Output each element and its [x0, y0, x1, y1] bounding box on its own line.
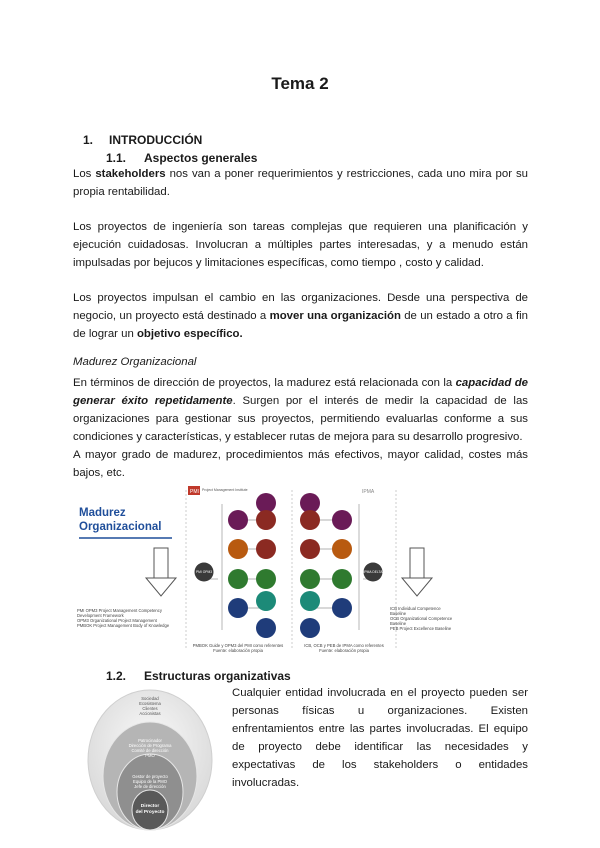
section-label: INTRODUCCIÓN [109, 133, 203, 147]
madurez-heading: Madurez Organizacional [73, 356, 197, 368]
node [332, 598, 352, 618]
bold-italic-term: capacidad de generar éxito repetidamente [73, 377, 528, 407]
caption-line: Baseline [390, 621, 407, 626]
caption-line: ICB Individual Competence [390, 606, 441, 611]
node [256, 618, 276, 638]
ring-label: Equipo de la PMO [133, 779, 167, 784]
node [256, 569, 276, 589]
caption-line: PMBOK Guide y OPM3 del PMI como referentes [192, 643, 284, 648]
ring-label: Clientes [142, 706, 158, 711]
maturity-figure [72, 482, 532, 657]
caption-line: Development Framework [77, 613, 124, 618]
caption-line: PMBOK Project Management Body of Knowledge [77, 623, 170, 628]
paragraph-proyectos-ingenieria [73, 218, 528, 272]
ipma-hub-label: IPMA DELTA [363, 570, 383, 574]
subsection-heading-aspectos [106, 151, 257, 165]
node [228, 569, 248, 589]
text-run: de un estado a otro a fin de lograr un [73, 310, 528, 340]
node [300, 569, 320, 589]
node [228, 510, 248, 530]
node [228, 598, 248, 618]
node [300, 539, 320, 559]
ring-label: Gestor de proyecto [132, 774, 168, 779]
caption-line: Baseline [390, 611, 407, 616]
paragraph-text: Cualquier entidad involucrada en el proyecto pueden ser personas físicas u organizaciones. Existen enfrentamientos entre las partes involucradas. El equipo de proyecto debe identificar las necesidades y expectativas de los stakeholders o entidades involucradas. [232, 687, 528, 789]
right-down-arrow [402, 548, 432, 596]
bold-term-objetivo: objetivo específico. [136, 328, 243, 340]
second-ring-labels [110, 738, 190, 758]
node [256, 510, 276, 530]
text-run: En términos de dirección de proyectos, la madurez está relacionada con la [73, 377, 456, 389]
right-caption [390, 606, 520, 631]
right-node-grid [300, 493, 352, 638]
ring-label: Dirección de Programa [128, 743, 172, 748]
third-ring-labels [120, 774, 180, 789]
caption-line: Fuente: elaboración propia [213, 648, 263, 653]
paragraph-estructuras [232, 684, 528, 792]
figure-title-line: Madurez [79, 507, 126, 519]
text-run: Los [73, 168, 96, 180]
node [332, 510, 352, 530]
left-down-arrow [146, 548, 176, 596]
subsection-label: Aspectos generales [144, 151, 258, 165]
paragraph-cambio [73, 289, 528, 343]
node [256, 591, 276, 611]
ipma-logo-text: IPMA [362, 489, 375, 495]
core-label-line: Director [140, 804, 160, 809]
ring-label: Accionistas [139, 711, 161, 716]
left-caption [77, 608, 187, 628]
node [300, 591, 320, 611]
figure-title-line: Organizacional [79, 521, 162, 533]
caption-line: OCB Organizational Competence [390, 616, 453, 621]
ring-label: Sociedad [141, 696, 159, 701]
bold-term-mover: mover una organización [269, 310, 401, 322]
subsection-number: 1.2. [106, 669, 127, 683]
ring-label: Ecosistema [139, 701, 161, 706]
text-run: Los proyectos impulsan el cambio en las organizaciones. Desde una perspectiva de negocio, un proyecto está destinado a [73, 292, 528, 322]
caption-line: PEB Project Excellence Baseline [390, 626, 452, 631]
pmi-header-text: Project Management Institute [202, 488, 248, 492]
ring-label: Jefe de dirección [134, 784, 166, 789]
pmi-logo-text: PMI [190, 489, 199, 495]
page-title: Tema 2 [271, 74, 329, 93]
left-node-grid [228, 493, 276, 638]
bold-term-stakeholders: stakeholders [95, 168, 166, 180]
node [228, 539, 248, 559]
subsection-label: Estructuras organizativas [144, 669, 291, 683]
caption-line: PMI OPM3 Project Management Competency [77, 608, 162, 613]
node [256, 539, 276, 559]
bottom-right-caption [294, 643, 394, 653]
caption-line: Fuente: elaboración propia [319, 648, 369, 653]
pmi-hub-label: PMI OPM3 [195, 570, 213, 574]
node [300, 510, 320, 530]
ring-label: Patrocinador [138, 738, 162, 743]
subsection-number: 1.1. [106, 151, 127, 165]
section-number: 1. [83, 133, 94, 147]
paragraph-stakeholders [73, 165, 528, 201]
ring-label: Comité de dirección [131, 748, 169, 753]
subsection-heading-estructuras [106, 669, 291, 683]
paragraph-text: A mayor grado de madurez, procedimientos más efectivos, mayor calidad, costes más bajos, etc. [73, 449, 528, 479]
node [332, 569, 352, 589]
caption-line: ICB, OCB y PEB de IPMA como referentes [304, 643, 384, 648]
outer-ring-labels [110, 696, 190, 716]
core-label-line: del Proyecto [135, 810, 165, 815]
core-label [132, 804, 168, 816]
paragraph-madurez [73, 374, 528, 482]
section-heading-introduccion [83, 133, 202, 147]
ring-label: PMO [145, 753, 155, 758]
text-run: . Surgen por el interés de medir la capacidad de las organizaciones para gestionar sus proyectos, permitiendo evaluarlas conforme a sus condiciones y características, y establecer rutas de mejora para su desarrollo progresivo. [73, 395, 528, 443]
stakeholder-circles-figure [86, 688, 214, 832]
caption-line: OPM3 Organizational Project Management [77, 618, 157, 623]
paragraph-text: Los proyectos de ingeniería son tareas complejas que requieren una planificación y ejecución cuidadosas. Involucran a múltiples partes interesadas, y a menudo están impulsadas por bejucos y limitaciones específicas, como tiempo , costo y calidad. [73, 221, 528, 269]
text-run: nos van a poner requerimientos y restricciones, cada uno mira por su propia rentabilidad. [73, 168, 528, 198]
bottom-left-caption [188, 643, 288, 653]
node [332, 539, 352, 559]
node [300, 618, 320, 638]
